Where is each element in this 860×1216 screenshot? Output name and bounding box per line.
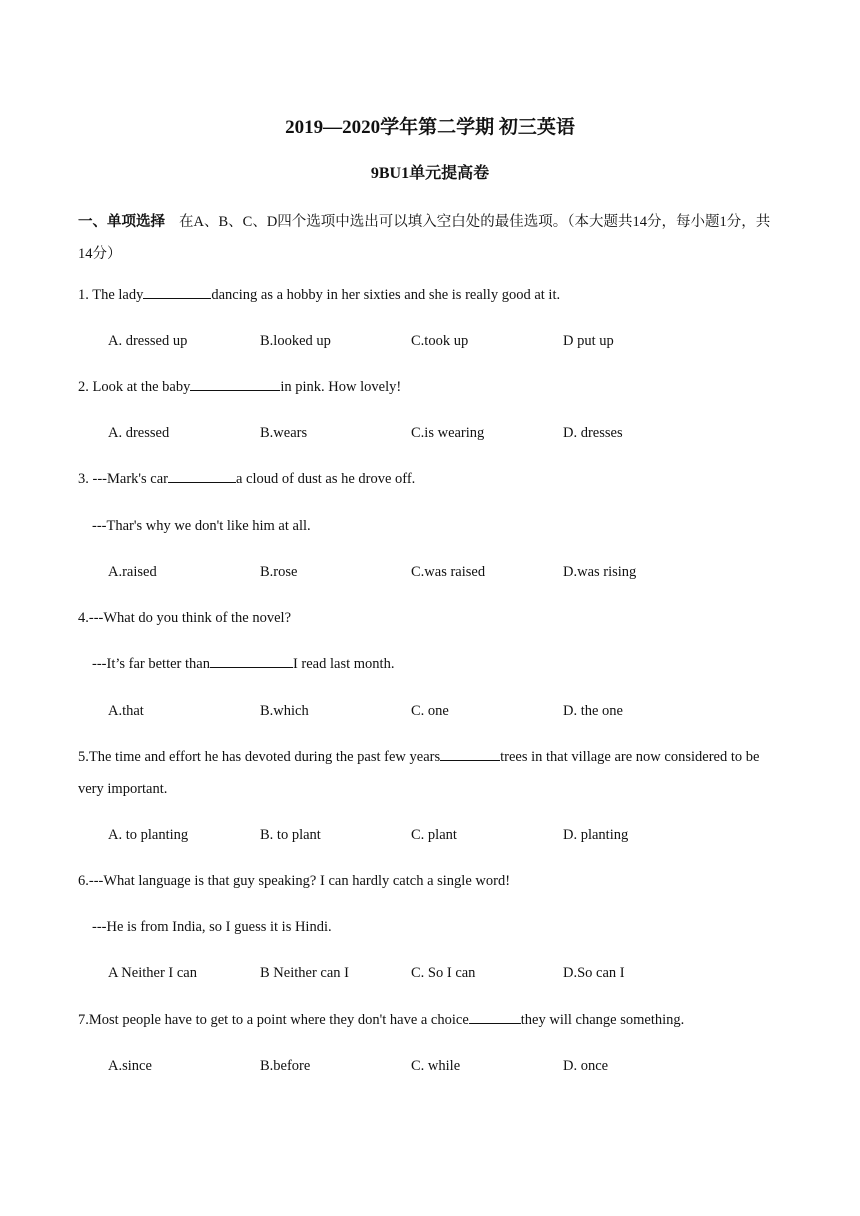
option-c: C. plant bbox=[411, 827, 457, 843]
section-heading: 一、单项选择 bbox=[78, 214, 165, 230]
question-stem-pre: 1. The lady bbox=[78, 287, 144, 303]
question-1 bbox=[78, 279, 783, 311]
option-d: D. planting bbox=[563, 827, 629, 843]
option-c: C. So I can bbox=[411, 965, 476, 981]
section-instructions-text: 在A、B、C、D四个选项中选出可以填入空白处的最佳选项。（本大题共14分，每小题1分，共14分） bbox=[78, 214, 771, 262]
question-stem-post: dancing as a hobby in her sixties and she is really good at it. bbox=[211, 287, 561, 303]
question-7 bbox=[78, 1004, 783, 1036]
option-b: B Neither can I bbox=[260, 965, 349, 981]
question-stem-post: a cloud of dust as he drove off. bbox=[235, 471, 416, 487]
answer-blank bbox=[143, 284, 211, 300]
option-a: A.that bbox=[108, 703, 144, 719]
option-a: A. dressed up bbox=[108, 333, 188, 349]
option-d: D.So can I bbox=[563, 965, 625, 981]
section-instructions bbox=[78, 206, 783, 270]
question-3 bbox=[78, 463, 783, 495]
option-b: B. to plant bbox=[260, 827, 321, 843]
question-2 bbox=[78, 371, 783, 403]
reply-pre: ---It’s far better than bbox=[92, 656, 210, 672]
reply-post: I read last month. bbox=[292, 656, 395, 672]
option-b: B.looked up bbox=[260, 333, 331, 349]
options-7 bbox=[108, 1050, 768, 1082]
page-title: 2019—2020学年第二学期 初三英语 bbox=[285, 117, 575, 138]
option-d: D.was rising bbox=[563, 564, 637, 580]
option-c: C. one bbox=[411, 703, 449, 719]
options-3 bbox=[108, 556, 768, 588]
option-a: A. dressed bbox=[108, 425, 170, 441]
option-c: C.is wearing bbox=[411, 425, 485, 441]
question-4: 4.---What do you think of the novel? bbox=[78, 610, 292, 626]
option-d: D. once bbox=[563, 1058, 609, 1074]
answer-blank bbox=[168, 468, 236, 484]
option-d: D. dresses bbox=[563, 425, 623, 441]
options-4 bbox=[108, 695, 768, 727]
question-6: 6.---What language is that guy speaking? I can hardly catch a single word! bbox=[78, 873, 511, 889]
question-5 bbox=[78, 741, 783, 805]
option-b: B.rose bbox=[260, 564, 298, 580]
page-subtitle: 9BU1单元提高卷 bbox=[370, 165, 490, 182]
option-b: B.before bbox=[260, 1058, 311, 1074]
option-a: A.raised bbox=[108, 564, 157, 580]
question-stem-post: they will change something. bbox=[520, 1012, 685, 1028]
question-stem-pre: 3. ---Mark's car bbox=[78, 471, 168, 487]
option-a: A Neither I can bbox=[108, 965, 197, 981]
answer-blank bbox=[440, 746, 500, 762]
question-stem-pre: 2. Look at the baby bbox=[78, 379, 191, 395]
option-a: A.since bbox=[108, 1058, 152, 1074]
option-c: C.took up bbox=[411, 333, 469, 349]
question-stem-pre: 5.The time and effort he has devoted during the past few years bbox=[78, 749, 441, 765]
question-stem-pre: 7.Most people have to get to a point where they don't have a choice bbox=[78, 1012, 469, 1028]
option-d: D put up bbox=[563, 333, 614, 349]
option-b: B.wears bbox=[260, 425, 308, 441]
options-1 bbox=[108, 325, 768, 357]
answer-blank bbox=[469, 1009, 521, 1025]
option-c: C.was raised bbox=[411, 564, 486, 580]
option-a: A. to planting bbox=[108, 827, 189, 843]
answer-blank bbox=[190, 376, 280, 392]
answer-blank bbox=[210, 653, 293, 669]
question-4-reply bbox=[92, 648, 797, 680]
option-d: D. the one bbox=[563, 703, 623, 719]
option-c: C. while bbox=[411, 1058, 461, 1074]
question-stem-post: trees in that village are now considered to be very important. bbox=[78, 749, 760, 797]
options-5 bbox=[108, 819, 768, 851]
question-stem-post: in pink. How lovely! bbox=[280, 379, 402, 395]
option-b: B.which bbox=[260, 703, 309, 719]
question-3-reply: ---Thar's why we don't like him at all. bbox=[92, 518, 311, 534]
options-2 bbox=[108, 417, 768, 449]
options-6 bbox=[108, 957, 768, 989]
question-6-reply: ---He is from India, so I guess it is Hindi. bbox=[92, 919, 332, 935]
